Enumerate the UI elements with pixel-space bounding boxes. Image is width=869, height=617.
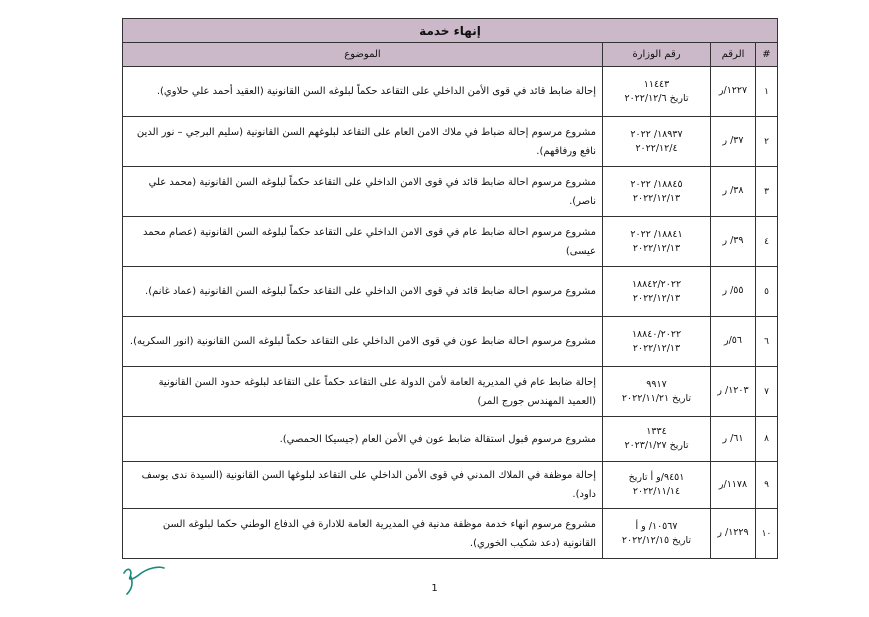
row-subject: مشروع مرسوم احالة ضابط قائد في قوى الامن الداخلي على التقاعد حكماً لبلوغه السن القانونية (عماد غانم). (123, 267, 603, 317)
row-subject: مشروع مرسوم احالة ضابط قائد في قوى الامن الداخلي على التقاعد حكماً لبلوغه السن القانونية (محمد علي ناصر). (123, 167, 603, 217)
table-row (123, 167, 778, 217)
row-ministry-number (603, 217, 711, 267)
ministry-ref-line: ٢٠٢٢/١٢/١٣ (632, 342, 681, 354)
ministry-ref-line: تاريخ ٢٠٢٢/١٢/٦ (624, 92, 689, 104)
table-row (123, 117, 778, 167)
table-title: إنهاء خدمة (123, 19, 778, 43)
row-ministry-number (603, 117, 711, 167)
page-number: 1 (431, 583, 438, 594)
row-subject: إحالة موظفة في الملاك المدني في قوى الأمن الداخلي على التقاعد لبلوغها السن القانونية (السيدة ندى يوسف داود). (123, 462, 603, 509)
row-number: ٣٩/ ر (711, 217, 756, 267)
row-ministry-number (603, 267, 711, 317)
row-number: ١٢٢٩/ ر (711, 509, 756, 559)
row-index: ٧ (756, 367, 778, 417)
ministry-ref-line: ٢٠٢٢/١٢/١٣ (632, 192, 681, 204)
table-row (123, 317, 778, 367)
row-index: ١٠ (756, 509, 778, 559)
ministry-ref-line: ٢٠٢٢/١٢/١٣ (632, 292, 681, 304)
row-number: ٦١/ ر (711, 417, 756, 462)
ministry-ref-line: تاريخ ٢٠٢٢/١١/٢١ (621, 392, 692, 404)
row-ministry-number (603, 417, 711, 462)
ministry-ref-line: ١٨٨٤١/ ٢٠٢٢ (630, 228, 683, 240)
row-ministry-number (603, 67, 711, 117)
row-index: ٩ (756, 462, 778, 509)
row-ministry-number (603, 317, 711, 367)
signature-mark (118, 558, 168, 596)
row-index: ٢ (756, 117, 778, 167)
row-subject: مشروع مرسوم انهاء خدمة موظفة مدنية في المديرية العامة للادارة في الدفاع الوطني حكما لبلوغه السن القانونية (دعد شكيب الخوري). (123, 509, 603, 559)
row-index: ٥ (756, 267, 778, 317)
row-index: ٦ (756, 317, 778, 367)
ministry-ref-line: ١١٤٤٣ (643, 78, 670, 90)
table-row (123, 217, 778, 267)
ministry-ref-line: ١٨٨٤٢/٢٠٢٢ (631, 278, 682, 290)
ministry-ref-line: ٢٠٢٢/١٢/٤ (635, 142, 678, 154)
header-number: الرقم (711, 43, 756, 67)
ministry-ref-line: ٢٠٢٢/١٢/١٣ (632, 242, 681, 254)
ministry-ref-line: ١٨٩٣٧/ ٢٠٢٢ (630, 128, 683, 140)
ministry-ref-line: ٩٩١٧ (646, 378, 667, 390)
row-index: ٣ (756, 167, 778, 217)
row-number: ٣٨/ ر (711, 167, 756, 217)
ministry-ref-line: ٩٤٥١/و أ تاريخ (628, 472, 685, 484)
row-subject: مشروع مرسوم إحالة ضباط في ملاك الامن العام على التقاعد لبلوغهم السن القانونية (سليم البرجي – نور الدين نافع ورفاقهم). (123, 117, 603, 167)
ministry-ref-line: ٢٠٢٢/١١/١٤ (632, 486, 681, 497)
ministry-ref-line: ١٨٨٤٠/٢٠٢٢ (631, 328, 682, 340)
services-table (122, 18, 778, 559)
table-row (123, 267, 778, 317)
row-index: ٤ (756, 217, 778, 267)
header-subject: الموضوع (123, 43, 603, 67)
table-row (123, 509, 778, 559)
row-number: ٥٦/ر (711, 317, 756, 367)
row-ministry-number (603, 462, 711, 509)
ministry-ref-line: ١٠٥٦٧/ و أ (635, 520, 678, 532)
row-index: ٨ (756, 417, 778, 462)
row-index: ١ (756, 67, 778, 117)
table-row (123, 417, 778, 462)
table-row (123, 67, 778, 117)
row-subject: إحالة ضابط قائد في قوى الأمن الداخلي على التقاعد حكماً لبلوغه السن القانونية (العقيد أحمد علي حلاوي). (123, 67, 603, 117)
table-row (123, 462, 778, 509)
row-subject: إحالة ضابط عام في المديرية العامة لأمن الدولة على التقاعد حكماً على التقاعد لبلوغه حدود السن القانونية (العميد المهندس جورج المر) (123, 367, 603, 417)
row-number: ٥٥/ ر (711, 267, 756, 317)
row-number: ١٢٠٣/ ر (711, 367, 756, 417)
ministry-ref-line: تاريخ ٢٠٢٢/١٢/١٥ (621, 534, 692, 546)
ministry-ref-line: تاريخ ٢٠٢٣/١/٢٧ (624, 440, 689, 451)
ministry-ref-line: ١٨٨٤٥/ ٢٠٢٢ (630, 178, 683, 190)
row-number: ٣٧/ ر (711, 117, 756, 167)
header-index: # (756, 43, 778, 67)
table-row (123, 367, 778, 417)
row-number: ١٢٢٧/ر (711, 67, 756, 117)
ministry-ref-line: ١٣٣٤ (646, 426, 667, 438)
row-subject: مشروع مرسوم احالة ضابط عون في قوى الامن الداخلي على التقاعد حكماً لبلوغه السن القانونية (انور السكريه). (123, 317, 603, 367)
row-ministry-number (603, 367, 711, 417)
row-ministry-number (603, 509, 711, 559)
row-ministry-number (603, 167, 711, 217)
row-number: ١١٧٨/ر (711, 462, 756, 509)
row-subject: مشروع مرسوم احالة ضابط عام في قوى الامن الداخلي على التقاعد حكماً لبلوغه السن القانونية (عصام محمد عيسى) (123, 217, 603, 267)
header-ministry-number: رقم الوزارة (603, 43, 711, 67)
row-subject: مشروع مرسوم قبول استقالة ضابط عون في الأمن العام (جيسيكا الحمصي). (123, 417, 603, 462)
